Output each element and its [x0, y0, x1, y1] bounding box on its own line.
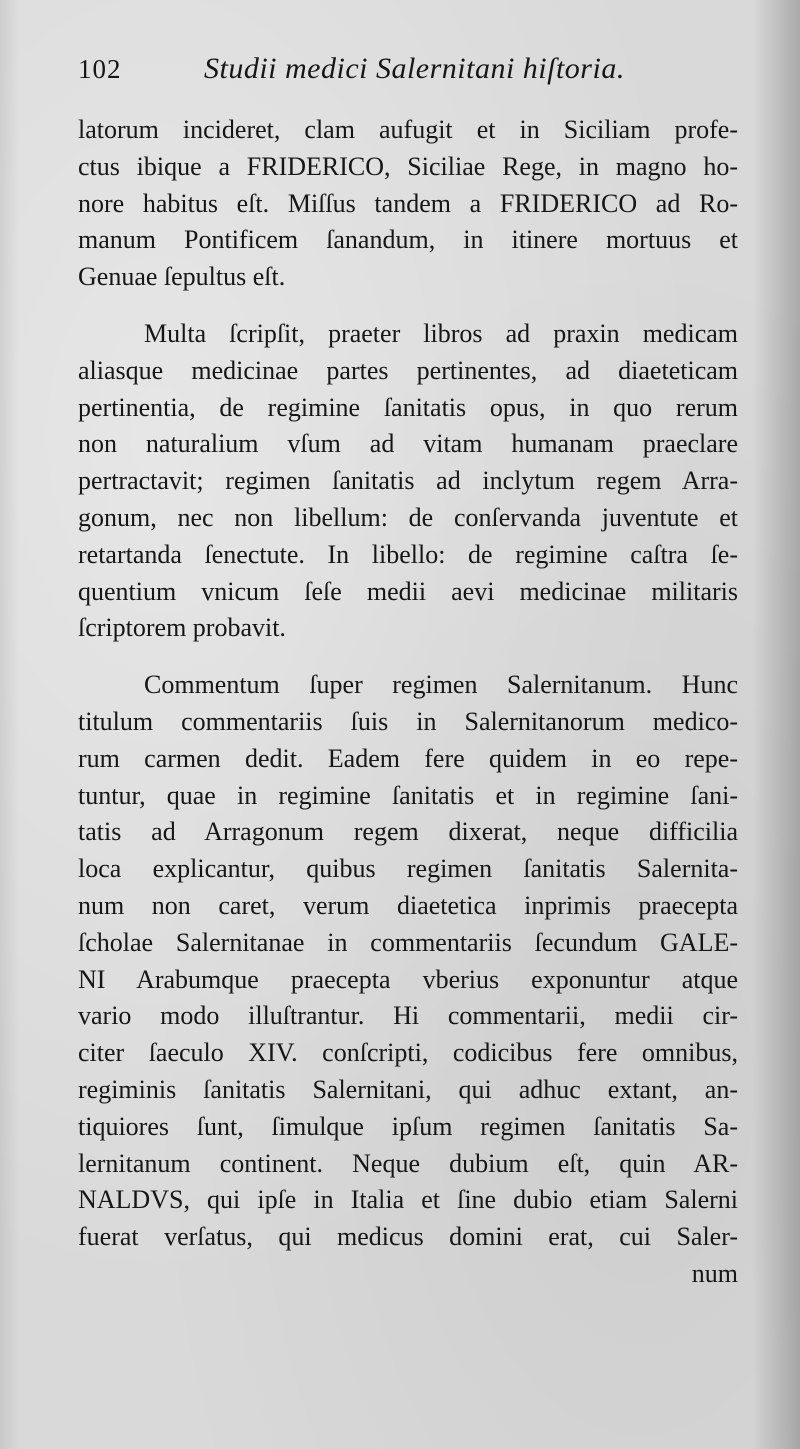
paragraph-break — [78, 647, 738, 667]
running-title: Studii medici Salernitani hiſtoria. — [204, 52, 625, 85]
text-line: pertinentia, de regimine ſanitatis opus, in quo rerum — [78, 392, 738, 422]
text-line: nore habitus eſt. Miſſus tandem a FRIDERICO ad Ro- — [78, 188, 738, 218]
text-line: non naturalium vſum ad vitam humanam praeclare — [78, 429, 738, 459]
text-line: lernitanum continent. Neque dubium eſt, quin AR- — [78, 1148, 738, 1178]
text-line: vario modo illuſtrantur. Hi commentarii, medii cir- — [78, 1001, 738, 1031]
text-line: num — [691, 1258, 738, 1288]
text-line: Multa ſcripſit, praeter libros ad praxin medicam — [144, 318, 738, 348]
paragraph-break — [78, 296, 738, 316]
text-line: retartanda ſenectute. In libello: de regimine caſtra ſe- — [78, 539, 738, 569]
text-line: loca explicantur, quibus regimen ſanitatis Salernita- — [78, 854, 738, 884]
text-line: NI Arabumque praecepta vberius exponuntur atque — [78, 964, 738, 994]
text-line: pertractavit; regimen ſanitatis ad inclytum regem Arra- — [78, 466, 738, 496]
text-line: quentium vnicum ſeſe medii aevi medicinae militaris — [78, 576, 738, 606]
text-line: fuerat verſatus, qui medicus domini erat, cui Saler- — [78, 1222, 738, 1252]
text-line: num non caret, verum diaetetica inprimis praecepta — [78, 890, 738, 920]
text-line: tatis ad Arragonum regem dixerat, neque difficilia — [78, 817, 738, 847]
text-line: rum carmen dedit. Eadem fere quidem in eo repe- — [78, 743, 738, 773]
binding-shadow — [752, 0, 800, 1449]
text-line: gonum, nec non libellum: de conſervanda juventute et — [78, 502, 738, 532]
page-edge-shadow — [0, 0, 20, 1449]
text-line: ſcriptorem probavit. — [78, 613, 286, 643]
page-header — [78, 52, 758, 92]
text-line: NALDVS, qui ipſe in Italia et ſine dubio etiam Salerni — [78, 1185, 738, 1215]
text-line: citer ſaeculo XIV. conſcripti, codicibus fere omnibus, — [78, 1038, 738, 1068]
text-line: Commentum ſuper regimen Salernitanum. Hunc — [144, 670, 738, 700]
text-line: manum Pontificem ſanandum, in itinere mortuus et — [78, 225, 738, 255]
text-line: ctus ibique a FRIDERICO, Siciliae Rege, in magno ho- — [78, 151, 738, 181]
text-line: titulum commentariis ſuis in Salernitanorum medico- — [78, 706, 738, 736]
text-line: regiminis ſanitatis Salernitani, qui adhuc extant, an- — [78, 1074, 738, 1104]
page-number: 102 — [78, 54, 122, 84]
body-text — [78, 112, 738, 1293]
text-line: ſcholae Salernitanae in commentariis ſecundum GALE- — [78, 927, 738, 957]
text-line: latorum incideret, clam aufugit et in Siciliam profe- — [78, 115, 738, 144]
text-line: Genuae ſepultus eſt. — [78, 262, 286, 292]
text-line: tiquiores ſunt, ſimulque ipſum regimen ſanitatis Sa- — [78, 1111, 738, 1141]
text-line: tuntur, quae in regimine ſanitatis et in regimine ſani- — [78, 780, 738, 810]
text-line: aliasque medicinae partes pertinentes, ad diaeteticam — [78, 355, 738, 385]
